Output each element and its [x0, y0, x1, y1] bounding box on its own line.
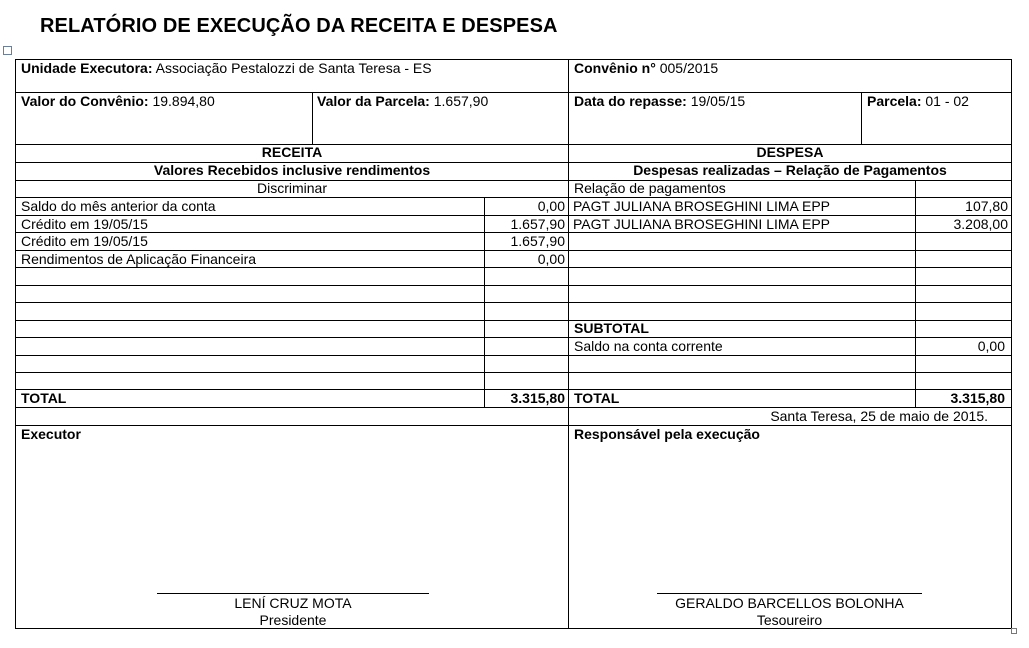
- parcela-value: 01 - 02: [925, 93, 969, 109]
- receita-total-label: TOTAL: [21, 390, 67, 406]
- executor-role: Presidente: [259, 612, 327, 628]
- receita-row-value: 0,00: [537, 251, 565, 267]
- despesa-row-value: 107,80: [965, 198, 1008, 214]
- saldo-conta-label: Saldo na conta corrente: [574, 338, 723, 354]
- despesa-row-value: 3.208,00: [953, 216, 1008, 232]
- responsavel-label: Responsável pela execução: [574, 426, 760, 442]
- convenio-value: 005/2015: [659, 60, 719, 76]
- despesa-column-header: Relação de pagamentos: [574, 180, 726, 196]
- despesa-row-label: PAGT JULIANA BROSEGHINI LIMA EPP: [573, 198, 831, 214]
- page-title: RELATÓRIO DE EXECUÇÃO DA RECEITA E DESPESA: [40, 15, 558, 37]
- despesa-subtitle: Despesas realizadas – Relação de Pagamentos: [633, 162, 947, 178]
- executor-label: Executor: [21, 426, 81, 442]
- responsavel-name: GERALDO BARCELLOS BOLONHA: [675, 595, 904, 611]
- valor-convenio: [21, 93, 215, 109]
- divider: [15, 320, 1012, 321]
- unidade-executora: [21, 60, 432, 76]
- divider: [861, 92, 862, 144]
- despesa-title: DESPESA: [756, 144, 824, 160]
- valor-parcela-value: 1.657,90: [433, 93, 489, 109]
- saldo-conta-value: 0,00: [977, 338, 1005, 354]
- valor-parcela: [317, 93, 488, 109]
- receita-row-label: Saldo do mês anterior da conta: [21, 198, 216, 214]
- divider: [312, 92, 313, 144]
- executor-name: LENÍ CRUZ MOTA: [234, 595, 352, 611]
- receita-subtitle: Valores Recebidos inclusive rendimentos: [153, 162, 431, 178]
- receita-title: RECEITA: [261, 144, 323, 160]
- despesa-subtotal-label: SUBTOTAL: [574, 320, 649, 336]
- convenio-label: Convênio n°: [574, 60, 656, 76]
- convenio-number: [574, 60, 718, 76]
- parcela-label: Parcela:: [867, 93, 922, 109]
- divider: [915, 180, 916, 407]
- receita-row-label: Crédito em 19/05/15: [21, 233, 148, 249]
- receita-row-label: Crédito em 19/05/15: [21, 216, 148, 232]
- receita-row-value: 1.657,90: [510, 233, 565, 249]
- divider: [15, 425, 1012, 426]
- data-repasse: [574, 93, 745, 109]
- divider: [15, 337, 1012, 338]
- data-repasse-label: Data do repasse:: [574, 93, 687, 109]
- parcela: [867, 93, 969, 109]
- despesa-total-label: TOTAL: [574, 390, 620, 406]
- executor-signature-line: [157, 593, 429, 594]
- responsavel-role: Tesoureiro: [756, 612, 823, 628]
- valor-convenio-value: 19.894,80: [152, 93, 215, 109]
- receita-row-value: 0,00: [537, 198, 565, 214]
- despesa-total-value: 3.315,80: [950, 390, 1005, 406]
- responsavel-signature-line: [657, 593, 922, 594]
- divider: [15, 302, 1012, 303]
- unidade-label: Unidade Executora:: [21, 60, 153, 76]
- receita-row-label: Rendimentos de Aplicação Financeira: [21, 251, 257, 267]
- receita-row-value: 1.657,90: [510, 216, 565, 232]
- divider: [15, 355, 1012, 356]
- data-repasse-value: 19/05/15: [690, 93, 746, 109]
- divider: [15, 372, 1012, 373]
- divider: [15, 285, 1012, 286]
- receita-column-header: Discriminar: [257, 180, 327, 196]
- divider: [15, 267, 1012, 268]
- receita-total-value: 3.315,80: [510, 390, 565, 406]
- unidade-value: Associação Pestalozzi de Santa Teresa - ES: [155, 60, 432, 76]
- valor-parcela-label: Valor da Parcela:: [317, 93, 430, 109]
- place-date: Santa Teresa, 25 de maio de 2015.: [770, 408, 988, 424]
- table-resize-handle-icon[interactable]: [1011, 628, 1017, 634]
- despesa-row-label: PAGT JULIANA BROSEGHINI LIMA EPP: [573, 216, 831, 232]
- valor-convenio-label: Valor do Convênio:: [21, 93, 149, 109]
